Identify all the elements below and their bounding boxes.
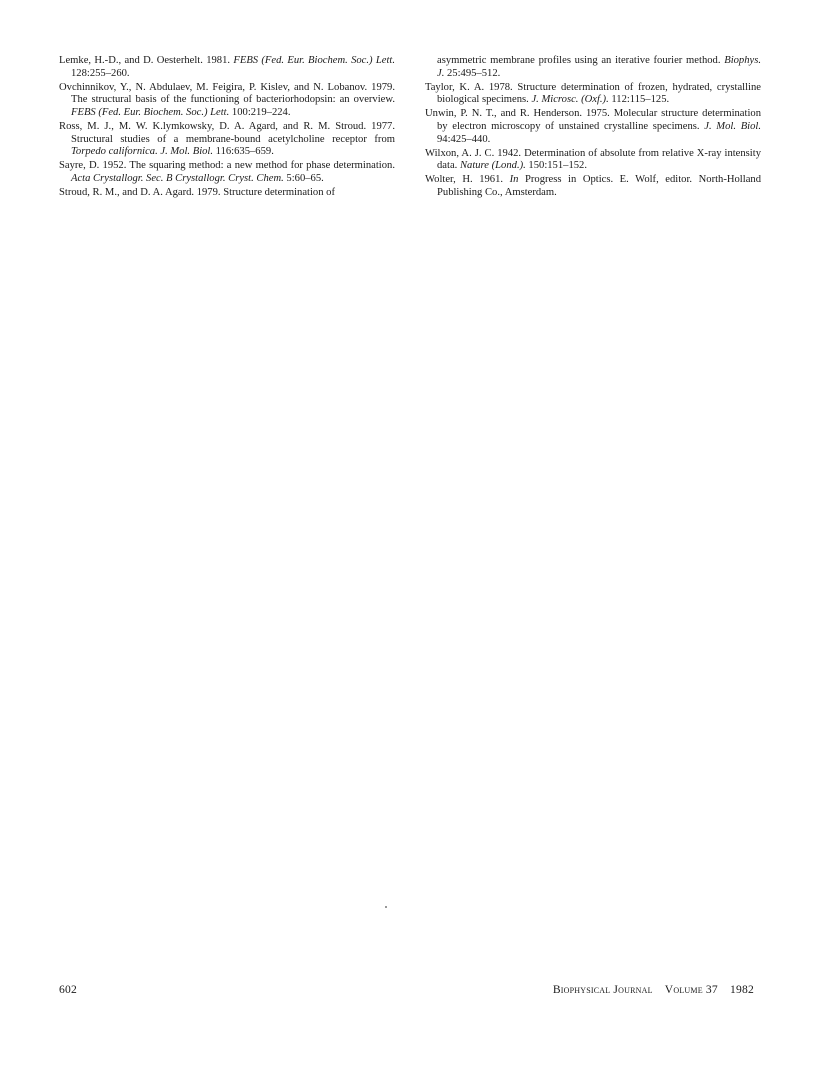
reference-entry: [425, 82, 761, 107]
reference-text: Taylor, K. A. 1978. Structure determination of frozen, hydrated, crystalline biological specimens.: [425, 81, 761, 106]
running-head: [553, 983, 754, 997]
reference-italic-text: FEBS (Fed. Eur. Biochem. Soc.) Lett.: [233, 55, 396, 66]
reference-text: 5:60–65.: [283, 172, 324, 184]
reference-text: 94:425–440.: [437, 133, 491, 145]
reference-text: Stroud, R. M., and D. A. Agard. 1979. Structure determination of: [59, 186, 335, 198]
reference-italic-text: Acta Crystallogr. Sec. B Crystallogr. Cryst. Chem.: [71, 172, 284, 184]
reference-italic-text: Nature (Lond.).: [459, 160, 526, 172]
reference-text: 25:495–512.: [444, 67, 501, 79]
reference-entry: [425, 55, 761, 80]
reference-text: Sayre, D. 1952. The squaring method: a new method for phase determination.: [59, 160, 395, 172]
reference-italic-text: J. Mol. Biol.: [704, 120, 762, 132]
reference-text: 150:151–152.: [525, 160, 587, 172]
reference-entry: [59, 187, 395, 200]
reference-text: 128:255–260.: [71, 67, 130, 79]
reference-italic-text: Torpedo californica. J. Mol. Biol.: [71, 146, 214, 158]
journal-name: Biophysical Journal: [552, 983, 653, 996]
journal-volume: Volume 37: [664, 983, 718, 996]
reference-italic-text: In: [509, 174, 519, 186]
reference-entry: [59, 55, 395, 80]
reference-text: Wolter, H. 1961.: [425, 174, 510, 186]
reference-text: Ross, M. J., M. W. K.lymkowsky, D. A. Agard, and R. M. Stroud. 1977. Structural studies of a membrane-bound acetylcholine receptor from: [59, 120, 395, 145]
reference-text: Unwin, P. N. T., and R. Henderson. 1975. Molecular structure determination by electron microscopy of unstained crystalline specimens.: [425, 108, 761, 132]
reference-italic-text: Biophys. J.: [437, 55, 761, 79]
reference-text: Ovchinnikov, Y., N. Abdulaev, M. Feigira, P. Kislev, and N. Lobanov. 1979. The structural basis of the functioning of bacteriorhodopsin: an overview.: [59, 81, 395, 106]
reference-italic-text: J. Microsc. (Oxf.).: [531, 94, 609, 106]
reference-entry: [59, 82, 395, 120]
reference-text: 100:219–224.: [229, 106, 291, 118]
reference-text: Progress in Optics. E. Wolf, editor. North-Holland Publishing Co., Amsterdam.: [437, 174, 761, 198]
references-column-right: [425, 55, 761, 201]
reference-entry: [59, 121, 395, 159]
page-number: 602: [59, 983, 77, 996]
reference-entry: [425, 148, 761, 173]
reference-italic-text: FEBS (Fed. Eur. Biochem. Soc.) Lett.: [71, 106, 230, 118]
reference-text: Lemke, H.-D., and D. Oesterhelt. 1981.: [59, 55, 234, 66]
reference-text: asymmetric membrane profiles using an iterative fourier method.: [437, 55, 725, 66]
reference-text: Wilxon, A. J. C. 1942. Determination of absolute from relative X-ray intensity data.: [425, 147, 761, 172]
references-column-left: [59, 55, 395, 201]
reference-text: 116:635–659.: [213, 146, 274, 158]
page-mark: [385, 906, 387, 908]
reference-text: 112:115–125.: [608, 94, 670, 106]
reference-entry: [425, 174, 761, 199]
journal-year: 1982: [730, 983, 754, 996]
reference-entry: [59, 160, 395, 185]
reference-entry: [425, 108, 761, 146]
